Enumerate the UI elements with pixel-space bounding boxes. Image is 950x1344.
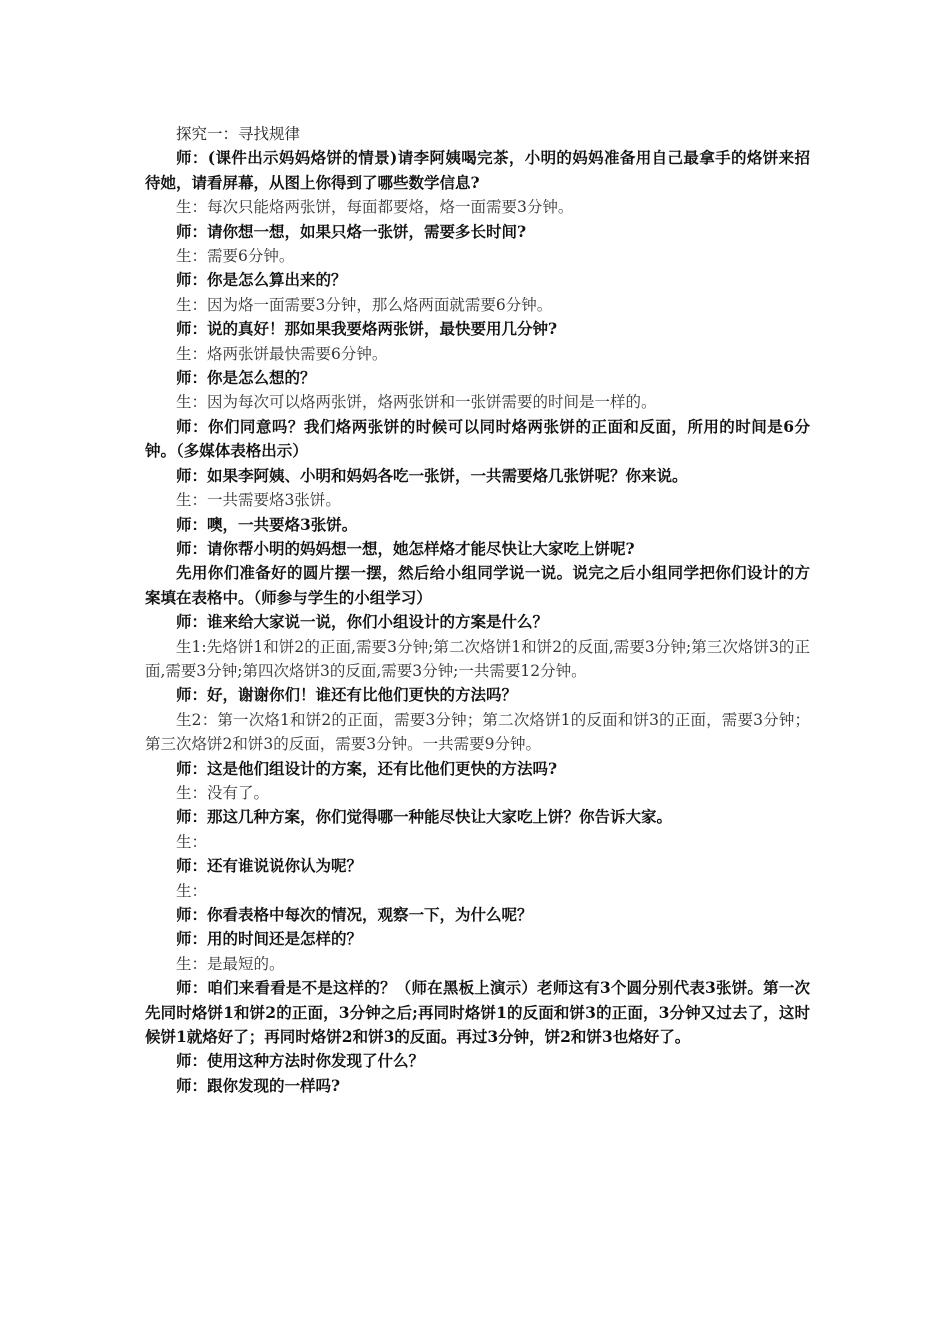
teacher-line: 师：请你想一想，如果只烙一张饼，需要多长时间? (176, 221, 527, 241)
document-body (145, 122, 810, 1098)
teacher-line: 师：噢，一共要烙3张饼。 (176, 514, 358, 534)
teacher-instruction: 先用你们准备好的圆片摆一摆，然后给小组同学说一说。说完之后小组同学把你们设计的方案填在表格中。（师参与学生的小组学习） (145, 563, 810, 607)
teacher-line: 师：咱们来看看是不是这样的？（师在黑板上演示）老师这有3个圆分别代表3张饼。第一次先同时烙饼1和饼2的正面，3分钟之后;再同时烙饼1的反面和饼3的正面，3分钟又过去了，这时候饼1就烙好了；再同时烙饼2和饼3的反面。再过3分钟，饼2和饼3也烙好了。 (145, 978, 810, 1047)
student-line: 生：每次只能烙两张饼，每面都要烙，烙一面需要3分钟。 (176, 198, 574, 217)
teacher-line: 师：好，谢谢你们！谁还有比他们更快的方法吗？ (176, 685, 518, 705)
student-line: 生1:先烙饼1和饼2的正面,需要3分钟;第二次烙饼1和饼2的反面,需要3分钟;第三次烙饼3的正面,需要3分钟;第四次烙饼3的反面,需要3分钟;一共需要12分钟。 (145, 637, 810, 680)
teacher-line: 师：你看表格中每次的情况，观察一下，为什么呢？ (176, 905, 533, 924)
student-line: 生2：第一次烙1和饼2的正面，需要3分钟；第二次烙饼1的反面和饼3的正面，需要3分钟；第三次烙饼2和饼3的反面，需要3分钟。一共需要9分钟。 (145, 710, 810, 754)
teacher-line: 师：那这几种方案，你们觉得哪一种能尽快让大家吃上饼？你告诉大家。 (176, 807, 673, 827)
teacher-line: 师：使用这种方法时你发现了什么？ (176, 1051, 425, 1071)
teacher-line: 师：用的时间还是怎样的？ (176, 929, 363, 949)
teacher-line: 师：请你帮小明的妈妈想一想，她怎样烙才能尽快让大家吃上饼呢? (176, 538, 635, 558)
teacher-line: 师：如果李阿姨、小明和妈妈各吃一张饼，一共需要烙几张饼呢？你来说。 (176, 465, 688, 485)
student-line: 生： (176, 832, 208, 851)
teacher-line: 师：你们同意吗？我们烙两张饼的时候可以同时烙两张饼的正面和反面，所用的时间是6分钟。（多媒体表格出示） (145, 416, 810, 461)
student-line: 生：因为每次可以烙两张饼，烙两张饼和一张饼需要的时间是一样的。 (176, 393, 657, 412)
teacher-line: 师：(课件出示妈妈烙饼的情景)请李阿姨喝完茶，小明的妈妈准备用自己最拿手的烙饼来招待她，请看屏幕，从图上你得到了哪些数学信息? (145, 148, 810, 192)
teacher-line: 师：还有谁说说你认为呢？ (176, 856, 363, 876)
teacher-line: 师：你是怎么算出来的？ (176, 270, 347, 290)
teacher-line: 师：跟你发现的一样吗? (176, 1075, 341, 1095)
student-line: 生： (176, 881, 208, 900)
teacher-line: 师：你是怎么想的？ (176, 368, 316, 388)
student-line: 生：需要6分钟。 (176, 247, 295, 266)
student-line: 生：因为烙一面需要3分钟，那么烙两面就需要6分钟。 (176, 295, 553, 314)
student-line: 生：没有了。 (176, 783, 270, 802)
student-line: 生：烙两张饼最快需要6分钟。 (176, 344, 388, 363)
teacher-line: 师：这是他们组设计的方案，还有比他们更快的方法吗? (176, 758, 558, 778)
teacher-line: 师：说的真好！那如果我要烙两张饼，最快要用几分钟? (176, 319, 558, 339)
section-heading: 探究一：寻找规律 (176, 125, 301, 143)
student-line: 生：一共需要烙3张饼。 (176, 491, 341, 510)
teacher-line: 师：谁来给大家说一说，你们小组设计的方案是什么？ (176, 612, 549, 632)
student-line: 生：是最短的。 (176, 954, 285, 973)
